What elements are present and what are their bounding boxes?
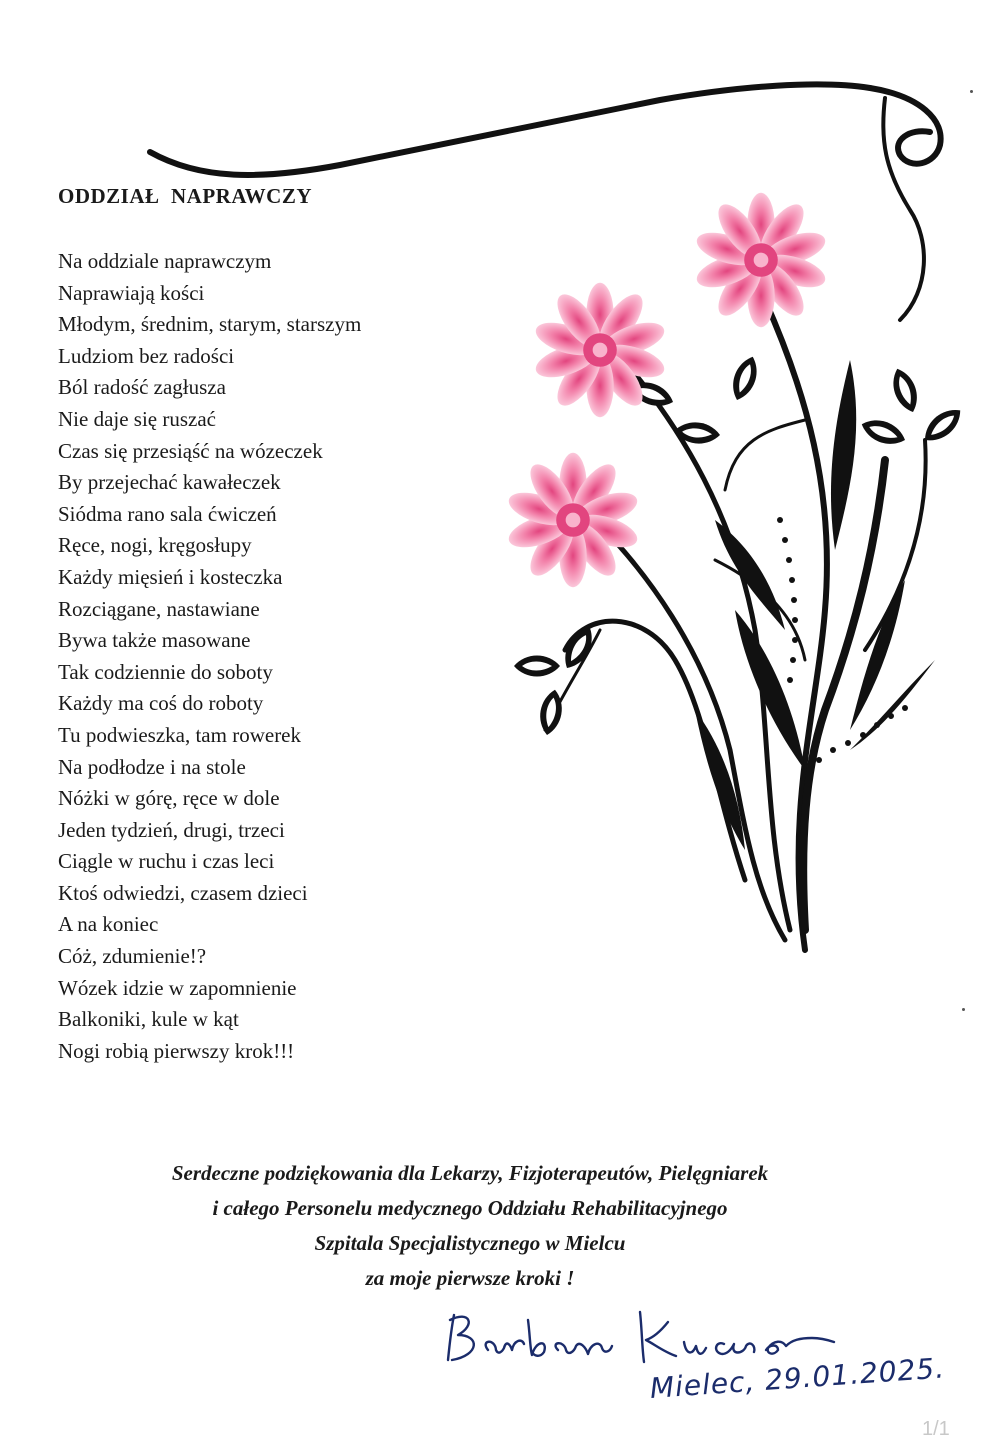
poem-line: Ból radość zagłusza <box>58 375 226 400</box>
poem-line: Nie daje się ruszać <box>58 406 217 431</box>
speck <box>970 90 973 93</box>
poem-line: Bywa także masowane <box>58 628 251 653</box>
poem-line: Nogi robią pierwszy krok!!! <box>58 1038 295 1063</box>
poem-line: Tak codziennie do soboty <box>58 659 273 684</box>
poem-line: Ciągle w ruchu i czas leci <box>58 849 275 874</box>
thanks-line: Serdeczne podziękowania dla Lekarzy, Fizjoterapeutów, Pielęgniarek <box>171 1161 769 1185</box>
poem-line: Jeden tydzień, drugi, trzeci <box>58 817 285 842</box>
poem-line: By przejechać kawałeczek <box>58 470 281 495</box>
poem-line: Nóżki w górę, ręce w dole <box>58 786 280 811</box>
poem-line: Cóż, zdumienie!? <box>58 944 207 969</box>
poem-line: A na koniec <box>58 912 159 937</box>
poem-title: ODDZIAŁ NAPRAWCZY <box>58 184 313 208</box>
thanks-note <box>0 1156 940 1296</box>
poem-line: Młodym, średnim, starym, starszym <box>58 312 362 337</box>
poem-body <box>58 246 361 1067</box>
poem-line: Rozciągane, nastawiane <box>58 596 260 621</box>
poem-line: Każdy ma coś do roboty <box>58 691 264 716</box>
thanks-line: za moje pierwsze kroki ! <box>365 1266 575 1290</box>
poem-line: Ktoś odwiedzi, czasem dzieci <box>58 880 308 905</box>
poem-line: Ręce, nogi, kręgosłupy <box>58 533 252 558</box>
poem-line: Tu podwieszka, tam rowerek <box>58 722 302 747</box>
poem-line: Na podłodze i na stole <box>58 754 246 779</box>
poem-line: Ludziom bez radości <box>58 343 235 368</box>
poem-line: Czas się przesiąść na wózeczek <box>58 438 323 463</box>
page-counter: 1/1 <box>922 1418 950 1440</box>
speck <box>962 1008 965 1011</box>
place-and-date: Mielec, 29.01.2025. <box>648 1351 947 1405</box>
floral-ornament-icon <box>505 190 975 960</box>
poem-line: Każdy mięsień i kosteczka <box>58 564 283 589</box>
poem-line: Balkoniki, kule w kąt <box>58 1007 239 1032</box>
thanks-line: i całego Personelu medycznego Oddziału Rehabilitacyjnego <box>212 1196 728 1220</box>
poem-line: Siódma rano sala ćwiczeń <box>58 501 277 526</box>
poem-line: Na oddziale naprawczym <box>58 249 272 273</box>
thanks-line: Szpitala Specjalistycznego w Mielcu <box>314 1231 626 1255</box>
poem-line: Naprawiają kości <box>58 280 205 305</box>
poem-line: Wózek idzie w zapomnienie <box>58 975 297 1000</box>
